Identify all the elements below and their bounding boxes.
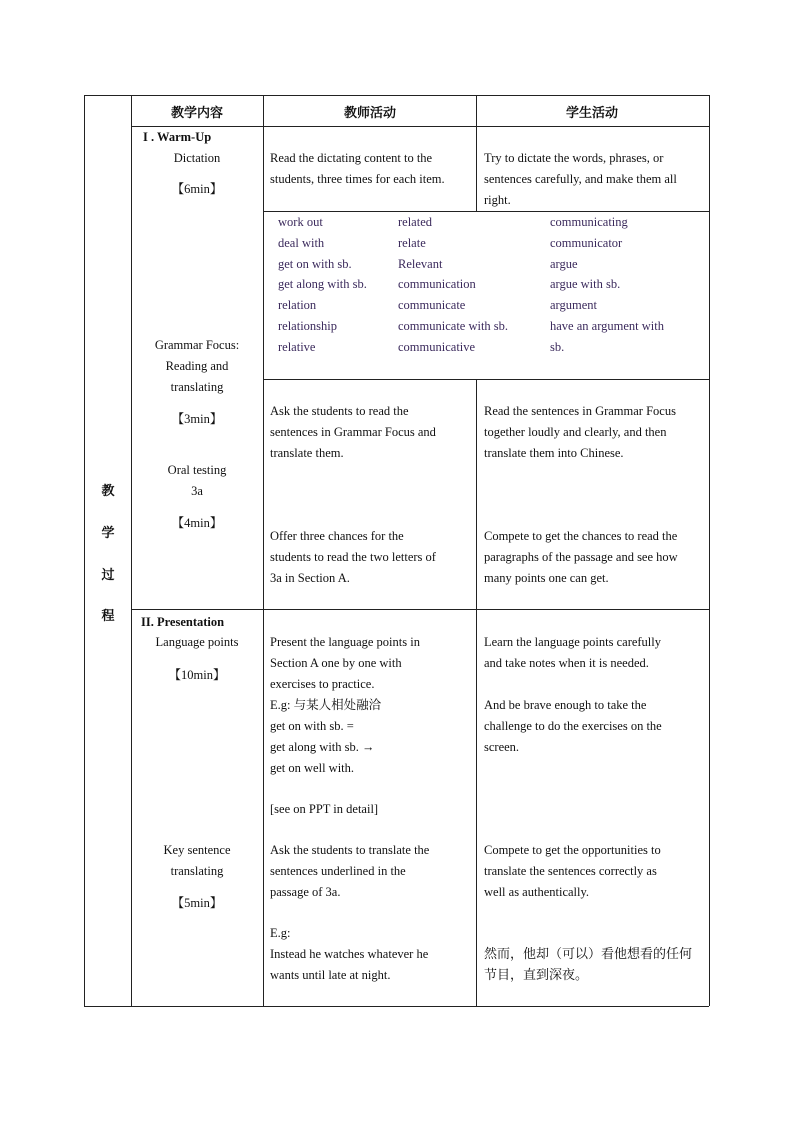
text-line: I . Warm-Up [143, 130, 212, 144]
text-line: Present the language points in [270, 635, 420, 649]
text-line: relation [278, 298, 317, 313]
text-line: Grammar Focus: [154, 338, 240, 352]
text-line: Offer three chances for the [270, 529, 404, 543]
text-line: translate them. [270, 446, 344, 460]
side-label-char: 学 [101, 526, 115, 541]
text-line: Dictation [173, 151, 221, 165]
text-line: 3a [191, 484, 203, 498]
side-label-char: 过 [101, 568, 115, 583]
text-line: 节目，直到深夜。 [484, 968, 589, 983]
text-line: 【5min】 [171, 896, 223, 910]
text-line: get along with sb. → [270, 740, 375, 754]
text-line: Read the dictating content to the [270, 151, 433, 165]
text-line: students to read the two letters of [270, 550, 436, 564]
col-divider [263, 95, 264, 1006]
vocab-col2 [398, 212, 508, 358]
text-line: 【10min】 [168, 668, 226, 682]
text-line: Try to dictate the words, phrases, or [484, 151, 664, 165]
text-line: translating [170, 380, 224, 394]
key-student [484, 840, 661, 903]
vocab-col1 [278, 212, 367, 358]
text-line: communication [398, 277, 476, 292]
text-line: right. [484, 193, 511, 207]
table-border-right [709, 95, 710, 1006]
text-line: communicate with sb. [398, 318, 509, 333]
text-line: Compete to get the chances to read the [484, 529, 678, 543]
oral-teacher [270, 526, 436, 589]
text-line: get on well with. [270, 761, 355, 775]
text-line: communicative [398, 339, 476, 354]
text-line: wants until late at night. [270, 968, 391, 982]
row-divider [131, 609, 709, 610]
text-line: E.g: [270, 926, 291, 940]
text-line: many points one can get. [484, 571, 609, 585]
text-line: together loudly and clearly, and then [484, 425, 667, 439]
text-line: get along with sb. [278, 277, 367, 292]
text-line: sentences carefully, and make them all [484, 172, 677, 186]
text-line: have an argument with [550, 318, 664, 333]
text-line: Instead he watches whatever he [270, 947, 429, 961]
warmup-student [484, 148, 677, 211]
table-border-bottom [84, 1006, 709, 1007]
key-teacher-example [270, 923, 428, 986]
text-line: Section A one by one with [270, 656, 402, 670]
text-line: 【6min】 [171, 182, 223, 196]
text-line: relationship [278, 318, 338, 333]
text-line: Ask the students to translate the [270, 843, 430, 857]
warmup-title [143, 127, 211, 148]
vocab-col3 [550, 212, 664, 358]
text-line: deal with [278, 235, 325, 250]
text-line: argument [550, 298, 597, 313]
presentation-teacher [270, 632, 420, 779]
row-divider [131, 126, 709, 127]
key-student-chinese [484, 944, 692, 986]
text-line: Ask the students to read the [270, 404, 409, 418]
key-content [164, 840, 231, 882]
text-line: E.g: 与某人相处融洽 [270, 698, 382, 712]
text-line: screen. [484, 740, 520, 754]
text-line: related [398, 215, 433, 229]
text-line: get on with sb. = [270, 719, 354, 733]
grammar-content [155, 335, 239, 398]
grammar-time [172, 409, 223, 430]
col-divider [131, 95, 132, 1006]
header-content: 教学内容 [170, 106, 224, 121]
table-border-left [84, 95, 85, 1006]
table-border-top [84, 95, 709, 96]
text-line: sentences in Grammar Focus and [270, 425, 436, 439]
side-label-char: 教 [101, 484, 115, 499]
text-line: students, three times for each item. [270, 172, 445, 186]
text-line: passage of 3a. [270, 885, 341, 899]
presentation-content [156, 632, 239, 653]
oral-student [484, 526, 678, 589]
text-line: communicator [550, 235, 623, 250]
warmup-content [174, 148, 221, 169]
text-line: relate [398, 235, 426, 250]
text-line: communicate [398, 298, 466, 313]
warmup-teacher [270, 148, 445, 190]
text-line: work out [278, 215, 323, 229]
key-time [172, 893, 223, 914]
text-line: 3a in Section A. [270, 571, 350, 585]
text-line: get on with sb. [278, 256, 352, 271]
key-teacher [270, 840, 429, 903]
text-line: translate them into Chinese. [484, 446, 624, 460]
presentation-student [484, 632, 661, 674]
text-line: Oral testing [167, 463, 227, 477]
text-line: communicating [550, 215, 628, 229]
oral-content [168, 460, 227, 502]
side-label-char: 程 [101, 609, 115, 624]
text-line: Key sentence [163, 843, 231, 857]
text-line: well as authentically. [484, 885, 590, 899]
text-line: challenge to do the exercises on the [484, 719, 662, 733]
col-divider [476, 379, 477, 1006]
grammar-student [484, 401, 676, 464]
presentation-student-2 [484, 695, 662, 758]
presentation-title [141, 612, 224, 633]
text-line: paragraphs of the passage and see how [484, 550, 678, 564]
text-line: II. Presentation [141, 615, 225, 629]
header-teacher: 教师活动 [343, 106, 397, 121]
warmup-time [172, 179, 223, 200]
text-line: argue with sb. [550, 277, 621, 292]
text-line: exercises to practice. [270, 677, 375, 691]
text-line: 【4min】 [171, 516, 223, 530]
text-line: sb. [550, 339, 565, 354]
presentation-time [169, 665, 226, 686]
text-line: relative [278, 339, 316, 354]
text-line: Compete to get the opportunities to [484, 843, 661, 857]
text-line: translating [170, 864, 224, 878]
header-student: 学生活动 [565, 106, 619, 121]
row-divider [263, 379, 709, 380]
text-line: argue [550, 256, 578, 271]
text-line: Reading and [165, 359, 229, 373]
text-line: and take notes when it is needed. [484, 656, 649, 670]
presentation-teacher-note [270, 799, 378, 820]
text-line: Learn the language points carefully [484, 635, 662, 649]
text-line: [see on PPT in detail] [270, 802, 379, 816]
text-line: translate the sentences correctly as [484, 864, 657, 878]
grammar-teacher [270, 401, 436, 464]
text-line: sentences underlined in the [270, 864, 406, 878]
oral-time [172, 513, 223, 534]
text-line: 【3min】 [171, 412, 223, 426]
text-line: Relevant [398, 256, 443, 271]
col-divider [476, 95, 477, 211]
text-line: Read the sentences in Grammar Focus [484, 404, 676, 418]
text-line: And be brave enough to take the [484, 698, 647, 712]
text-line: 然而，他却（可以）看他想看的任何 [484, 947, 693, 962]
text-line: Language points [155, 635, 239, 649]
